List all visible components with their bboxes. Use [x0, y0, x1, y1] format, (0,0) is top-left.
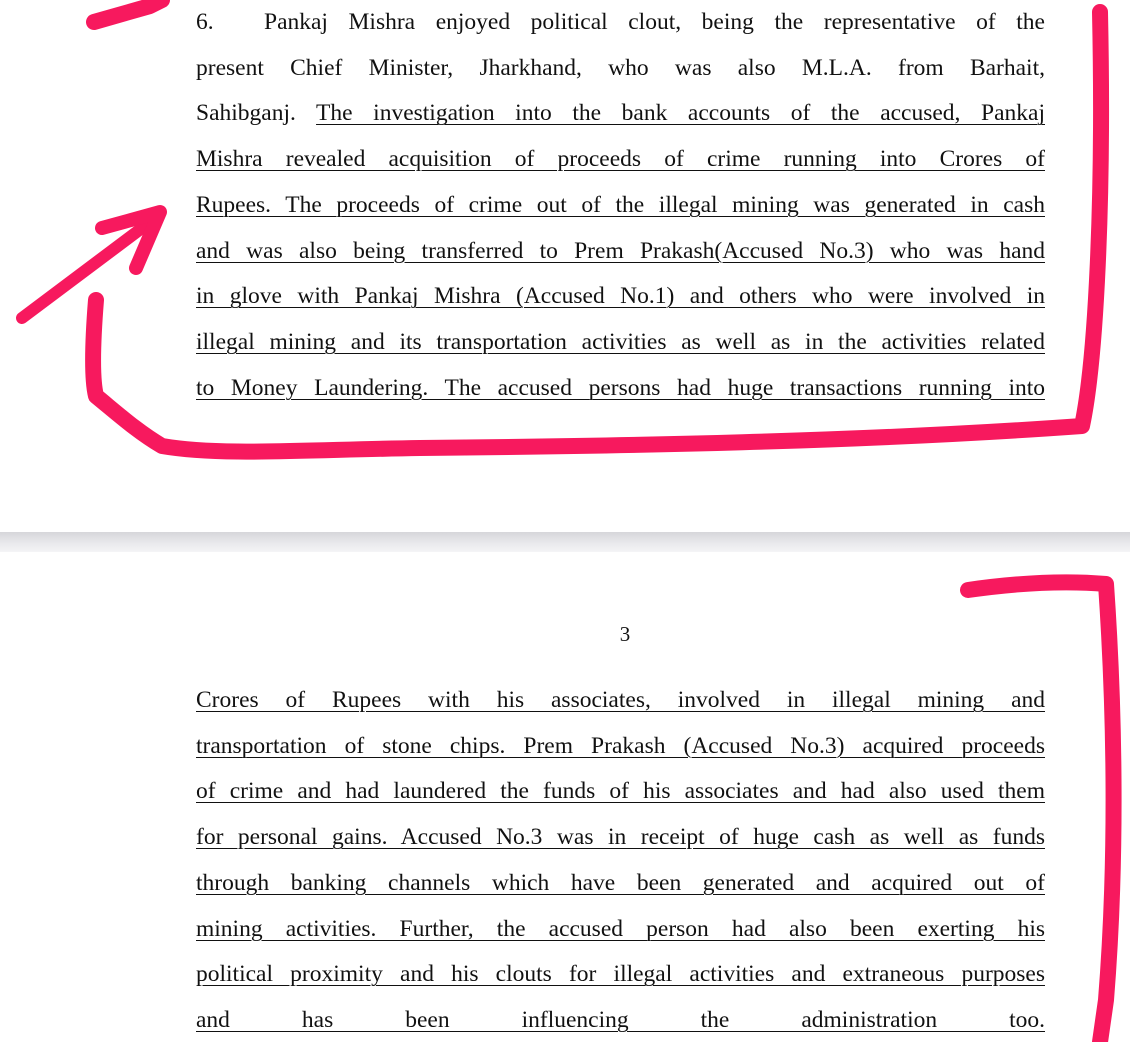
top-page-line: [196, 328, 1045, 356]
text-segment: in glove with Pankaj Mishra (Accused No.1) and others who were involved in: [196, 283, 1045, 310]
text-segment: and has been influencing the administration too.: [196, 1006, 1045, 1033]
top-page-line: [196, 191, 1045, 219]
bottom-page-line: [196, 1006, 1045, 1034]
text-segment: Mishra revealed acquisition of proceeds of crime running into Crores of: [196, 146, 1045, 173]
text-segment: illegal mining and its transportation activities as well as in the activities related: [196, 328, 1045, 355]
paragraph-number: 6.: [196, 9, 214, 35]
text-segment: transportation of stone chips. Prem Prakash (Accused No.3) acquired proceeds: [196, 732, 1045, 759]
text-segment: of crime and had laundered the funds of his associates and had also used them: [196, 778, 1045, 805]
text-segment: Sahibganj.: [196, 100, 317, 127]
top-page-line: [196, 374, 1045, 402]
bottom-page-line: [196, 823, 1045, 851]
bottom-page-line: [196, 777, 1045, 805]
text-segment: political proximity and his clouts for illegal activities and extraneous purposes: [196, 961, 1045, 988]
bottom-page-line: [196, 686, 1045, 714]
top-page-line: [196, 99, 1045, 127]
text-segment: present Chief Minister, Jharkhand, who was also M.L.A. from Barhait,: [196, 54, 1045, 81]
top-page-line: [196, 8, 1045, 36]
text-segment: and was also being transferred to Prem Prakash(Accused No.3) who was hand: [196, 237, 1045, 264]
page-separator: [0, 532, 1130, 552]
top-page-line: [196, 237, 1045, 265]
text-segment: to Money Laundering. The accused persons had huge transactions running into: [196, 374, 1045, 401]
bottom-page-line: [196, 915, 1045, 943]
text-segment: Rupees. The proceeds of crime out of the illegal mining was generated in cash: [196, 191, 1045, 218]
text-segment: through banking channels which have been generated and acquired out of: [196, 869, 1045, 896]
text-segment: mining activities. Further, the accused person had also been exerting his: [196, 915, 1045, 942]
top-page-line: [196, 282, 1045, 310]
top-page-line: [196, 145, 1045, 173]
text-segment: The investigation into the bank accounts of the accused, Pankaj: [316, 100, 1045, 127]
text-segment: for personal gains. Accused No.3 was in receipt of huge cash as well as funds: [196, 824, 1045, 851]
bottom-page-line: [196, 732, 1045, 760]
top-page-line: [196, 54, 1045, 82]
page-number: 3: [619, 622, 631, 646]
bottom-page-line: [196, 869, 1045, 897]
text-segment: Pankaj Mishra enjoyed political clout, being the representative of the: [264, 9, 1045, 35]
bottom-page-line: [196, 960, 1045, 988]
text-segment: Crores of Rupees with his associates, involved in illegal mining and: [196, 687, 1045, 713]
